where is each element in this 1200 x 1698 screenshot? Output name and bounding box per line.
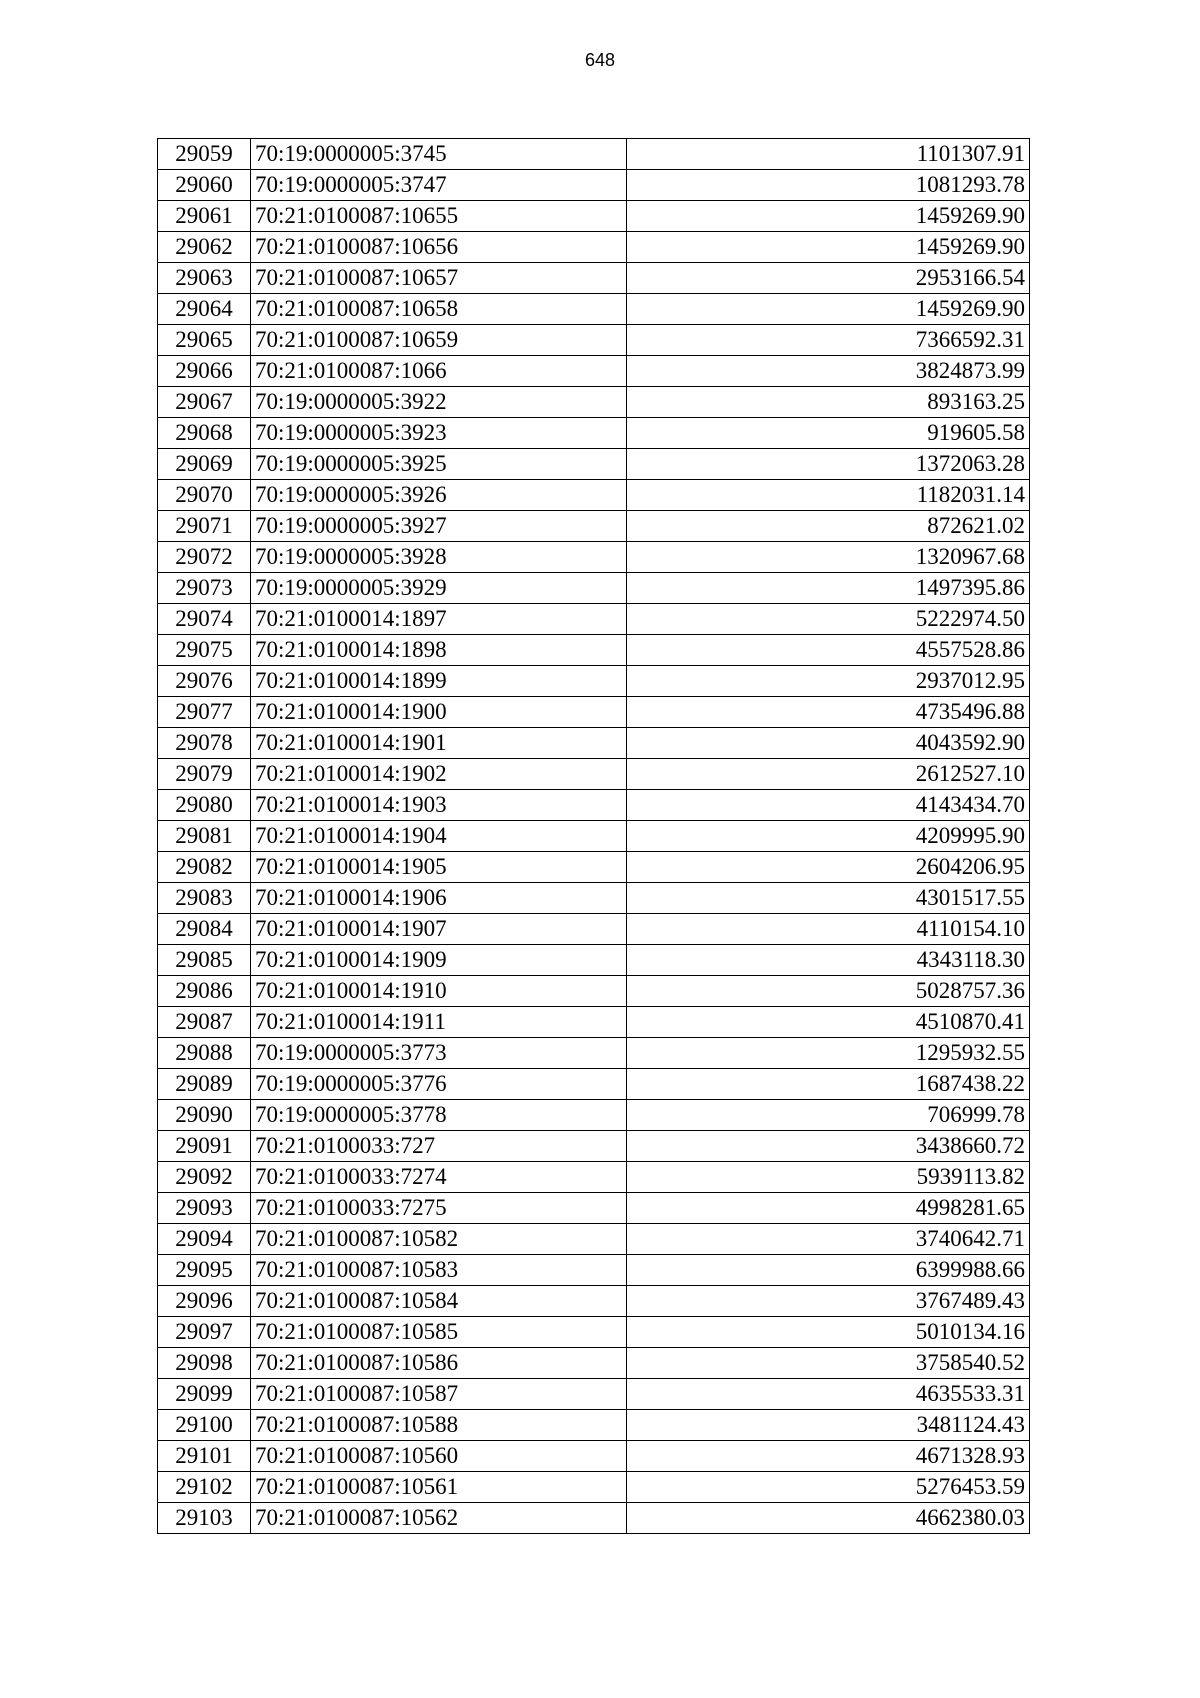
- cadastral-value-cell: 6399988.66: [627, 1255, 1030, 1286]
- cadastral-value-cell: 4662380.03: [627, 1503, 1030, 1534]
- cadastral-value-cell: 2937012.95: [627, 666, 1030, 697]
- cadastral-value-cell: 1459269.90: [627, 232, 1030, 263]
- table-row: [158, 790, 1030, 821]
- row-number-cell: 29072: [158, 542, 251, 573]
- cadastral-number-cell: 70:21:0100033:7274: [251, 1162, 627, 1193]
- row-number-cell: 29100: [158, 1410, 251, 1441]
- row-number-cell: 29098: [158, 1348, 251, 1379]
- row-number-cell: 29063: [158, 263, 251, 294]
- table-row: [158, 356, 1030, 387]
- cadastral-number-cell: 70:19:0000005:3928: [251, 542, 627, 573]
- table-row: [158, 263, 1030, 294]
- table-row: [158, 976, 1030, 1007]
- cadastral-value-cell: 1182031.14: [627, 480, 1030, 511]
- table-row: [158, 449, 1030, 480]
- cadastral-value-cell: 5010134.16: [627, 1317, 1030, 1348]
- table-row: [158, 1193, 1030, 1224]
- cadastral-number-cell: 70:21:0100014:1901: [251, 728, 627, 759]
- row-number-cell: 29094: [158, 1224, 251, 1255]
- table-row: [158, 139, 1030, 170]
- table-row: [158, 728, 1030, 759]
- cadastral-value-cell: 1687438.22: [627, 1069, 1030, 1100]
- cadastral-number-cell: 70:21:0100087:10585: [251, 1317, 627, 1348]
- table-row: [158, 1472, 1030, 1503]
- table-row: [158, 883, 1030, 914]
- table-row: [158, 1007, 1030, 1038]
- cadastral-value-cell: 5276453.59: [627, 1472, 1030, 1503]
- cadastral-number-cell: 70:21:0100014:1911: [251, 1007, 627, 1038]
- table-row: [158, 201, 1030, 232]
- row-number-cell: 29095: [158, 1255, 251, 1286]
- cadastral-number-cell: 70:19:0000005:3925: [251, 449, 627, 480]
- cadastral-number-cell: 70:21:0100033:7275: [251, 1193, 627, 1224]
- row-number-cell: 29101: [158, 1441, 251, 1472]
- page-number: 648: [584, 50, 616, 70]
- row-number-cell: 29084: [158, 914, 251, 945]
- cadastral-value-cell: 1497395.86: [627, 573, 1030, 604]
- cadastral-value-cell: 4671328.93: [627, 1441, 1030, 1472]
- cadastral-number-cell: 70:21:0100087:10561: [251, 1472, 627, 1503]
- cadastral-number-cell: 70:19:0000005:3776: [251, 1069, 627, 1100]
- cadastral-value-cell: 919605.58: [627, 418, 1030, 449]
- table-row: [158, 1224, 1030, 1255]
- cadastral-value-cell: 1081293.78: [627, 170, 1030, 201]
- row-number-cell: 29099: [158, 1379, 251, 1410]
- cadastral-value-cell: 4143434.70: [627, 790, 1030, 821]
- cadastral-value-cell: 4110154.10: [627, 914, 1030, 945]
- row-number-cell: 29096: [158, 1286, 251, 1317]
- row-number-cell: 29073: [158, 573, 251, 604]
- row-number-cell: 29061: [158, 201, 251, 232]
- row-number-cell: 29088: [158, 1038, 251, 1069]
- table-row: [158, 635, 1030, 666]
- table-row: [158, 1379, 1030, 1410]
- cadastral-number-cell: 70:21:0100087:10560: [251, 1441, 627, 1472]
- table-row: [158, 1069, 1030, 1100]
- cadastral-value-cell: 5222974.50: [627, 604, 1030, 635]
- table-row: [158, 170, 1030, 201]
- row-number-cell: 29078: [158, 728, 251, 759]
- cadastral-number-cell: 70:19:0000005:3929: [251, 573, 627, 604]
- cadastral-number-cell: 70:19:0000005:3778: [251, 1100, 627, 1131]
- row-number-cell: 29086: [158, 976, 251, 1007]
- cadastral-value-cell: 2612527.10: [627, 759, 1030, 790]
- table-row: [158, 325, 1030, 356]
- table-row: [158, 1162, 1030, 1193]
- cadastral-number-cell: 70:21:0100087:10655: [251, 201, 627, 232]
- cadastral-value-cell: 4998281.65: [627, 1193, 1030, 1224]
- table-body: [158, 139, 1030, 1534]
- cadastral-value-table: [157, 138, 1030, 1534]
- cadastral-value-cell: 4510870.41: [627, 1007, 1030, 1038]
- table-row: [158, 542, 1030, 573]
- cadastral-number-cell: 70:19:0000005:3747: [251, 170, 627, 201]
- cadastral-value-cell: 3481124.43: [627, 1410, 1030, 1441]
- table-row: [158, 1317, 1030, 1348]
- table-row: [158, 294, 1030, 325]
- table-row: [158, 697, 1030, 728]
- cadastral-value-cell: 872621.02: [627, 511, 1030, 542]
- cadastral-value-cell: 4635533.31: [627, 1379, 1030, 1410]
- table-row: [158, 1410, 1030, 1441]
- table-row: [158, 914, 1030, 945]
- row-number-cell: 29102: [158, 1472, 251, 1503]
- table-row: [158, 418, 1030, 449]
- cadastral-number-cell: 70:19:0000005:3922: [251, 387, 627, 418]
- cadastral-value-cell: 4343118.30: [627, 945, 1030, 976]
- cadastral-value-cell: 7366592.31: [627, 325, 1030, 356]
- cadastral-value-cell: 3758540.52: [627, 1348, 1030, 1379]
- row-number-cell: 29076: [158, 666, 251, 697]
- cadastral-number-cell: 70:21:0100014:1899: [251, 666, 627, 697]
- cadastral-number-cell: 70:19:0000005:3923: [251, 418, 627, 449]
- cadastral-value-cell: 3740642.71: [627, 1224, 1030, 1255]
- cadastral-value-cell: 5939113.82: [627, 1162, 1030, 1193]
- table-row: [158, 1100, 1030, 1131]
- cadastral-value-cell: 4209995.90: [627, 821, 1030, 852]
- row-number-cell: 29090: [158, 1100, 251, 1131]
- cadastral-value-cell: 1320967.68: [627, 542, 1030, 573]
- cadastral-value-cell: 3438660.72: [627, 1131, 1030, 1162]
- row-number-cell: 29080: [158, 790, 251, 821]
- table-row: [158, 1286, 1030, 1317]
- cadastral-number-cell: 70:21:0100087:10584: [251, 1286, 627, 1317]
- cadastral-number-cell: 70:21:0100087:1066: [251, 356, 627, 387]
- table-row: [158, 759, 1030, 790]
- cadastral-value-cell: 1295932.55: [627, 1038, 1030, 1069]
- cadastral-value-cell: 4043592.90: [627, 728, 1030, 759]
- table-row: [158, 1441, 1030, 1472]
- row-number-cell: 29074: [158, 604, 251, 635]
- row-number-cell: 29070: [158, 480, 251, 511]
- cadastral-number-cell: 70:21:0100014:1900: [251, 697, 627, 728]
- cadastral-value-cell: 5028757.36: [627, 976, 1030, 1007]
- row-number-cell: 29083: [158, 883, 251, 914]
- cadastral-number-cell: 70:21:0100087:10583: [251, 1255, 627, 1286]
- cadastral-value-cell: 706999.78: [627, 1100, 1030, 1131]
- table-row: [158, 511, 1030, 542]
- row-number-cell: 29087: [158, 1007, 251, 1038]
- cadastral-number-cell: 70:21:0100087:10658: [251, 294, 627, 325]
- cadastral-value-cell: 1459269.90: [627, 201, 1030, 232]
- cadastral-value-cell: 4301517.55: [627, 883, 1030, 914]
- cadastral-value-cell: 2953166.54: [627, 263, 1030, 294]
- cadastral-number-cell: 70:21:0100014:1905: [251, 852, 627, 883]
- cadastral-value-cell: 1459269.90: [627, 294, 1030, 325]
- table-row: [158, 1503, 1030, 1534]
- cadastral-value-cell: 2604206.95: [627, 852, 1030, 883]
- cadastral-number-cell: 70:21:0100087:10587: [251, 1379, 627, 1410]
- row-number-cell: 29062: [158, 232, 251, 263]
- cadastral-number-cell: 70:19:0000005:3926: [251, 480, 627, 511]
- cadastral-number-cell: 70:21:0100014:1906: [251, 883, 627, 914]
- cadastral-value-cell: 1101307.91: [627, 139, 1030, 170]
- table-row: [158, 1348, 1030, 1379]
- row-number-cell: 29066: [158, 356, 251, 387]
- row-number-cell: 29064: [158, 294, 251, 325]
- row-number-cell: 29065: [158, 325, 251, 356]
- cadastral-number-cell: 70:21:0100014:1904: [251, 821, 627, 852]
- row-number-cell: 29085: [158, 945, 251, 976]
- table-row: [158, 1255, 1030, 1286]
- table-row: [158, 945, 1030, 976]
- row-number-cell: 29093: [158, 1193, 251, 1224]
- cadastral-number-cell: 70:21:0100087:10588: [251, 1410, 627, 1441]
- row-number-cell: 29075: [158, 635, 251, 666]
- row-number-cell: 29068: [158, 418, 251, 449]
- cadastral-value-cell: 4557528.86: [627, 635, 1030, 666]
- row-number-cell: 29059: [158, 139, 251, 170]
- cadastral-number-cell: 70:21:0100014:1909: [251, 945, 627, 976]
- row-number-cell: 29081: [158, 821, 251, 852]
- cadastral-number-cell: 70:21:0100087:10657: [251, 263, 627, 294]
- cadastral-number-cell: 70:21:0100014:1910: [251, 976, 627, 1007]
- table-row: [158, 1038, 1030, 1069]
- cadastral-number-cell: 70:21:0100014:1898: [251, 635, 627, 666]
- row-number-cell: 29103: [158, 1503, 251, 1534]
- row-number-cell: 29091: [158, 1131, 251, 1162]
- cadastral-number-cell: 70:21:0100087:10562: [251, 1503, 627, 1534]
- cadastral-number-cell: 70:19:0000005:3773: [251, 1038, 627, 1069]
- cadastral-number-cell: 70:21:0100087:10582: [251, 1224, 627, 1255]
- cadastral-value-cell: 4735496.88: [627, 697, 1030, 728]
- table-row: [158, 573, 1030, 604]
- cadastral-number-cell: 70:21:0100014:1903: [251, 790, 627, 821]
- cadastral-number-cell: 70:19:0000005:3927: [251, 511, 627, 542]
- row-number-cell: 29082: [158, 852, 251, 883]
- row-number-cell: 29060: [158, 170, 251, 201]
- cadastral-number-cell: 70:21:0100014:1907: [251, 914, 627, 945]
- table-row: [158, 666, 1030, 697]
- table-row: [158, 232, 1030, 263]
- cadastral-number-cell: 70:21:0100014:1902: [251, 759, 627, 790]
- cadastral-value-cell: 3767489.43: [627, 1286, 1030, 1317]
- row-number-cell: 29069: [158, 449, 251, 480]
- cadastral-number-cell: 70:21:0100033:727: [251, 1131, 627, 1162]
- row-number-cell: 29071: [158, 511, 251, 542]
- row-number-cell: 29089: [158, 1069, 251, 1100]
- row-number-cell: 29077: [158, 697, 251, 728]
- cadastral-value-cell: 3824873.99: [627, 356, 1030, 387]
- table-row: [158, 480, 1030, 511]
- row-number-cell: 29079: [158, 759, 251, 790]
- row-number-cell: 29067: [158, 387, 251, 418]
- cadastral-number-cell: 70:21:0100014:1897: [251, 604, 627, 635]
- cadastral-value-cell: 1372063.28: [627, 449, 1030, 480]
- row-number-cell: 29097: [158, 1317, 251, 1348]
- row-number-cell: 29092: [158, 1162, 251, 1193]
- cadastral-number-cell: 70:19:0000005:3745: [251, 139, 627, 170]
- cadastral-value-cell: 893163.25: [627, 387, 1030, 418]
- cadastral-number-cell: 70:21:0100087:10586: [251, 1348, 627, 1379]
- table-row: [158, 387, 1030, 418]
- table-row: [158, 1131, 1030, 1162]
- table-row: [158, 604, 1030, 635]
- table-row: [158, 852, 1030, 883]
- cadastral-number-cell: 70:21:0100087:10659: [251, 325, 627, 356]
- table-row: [158, 821, 1030, 852]
- cadastral-number-cell: 70:21:0100087:10656: [251, 232, 627, 263]
